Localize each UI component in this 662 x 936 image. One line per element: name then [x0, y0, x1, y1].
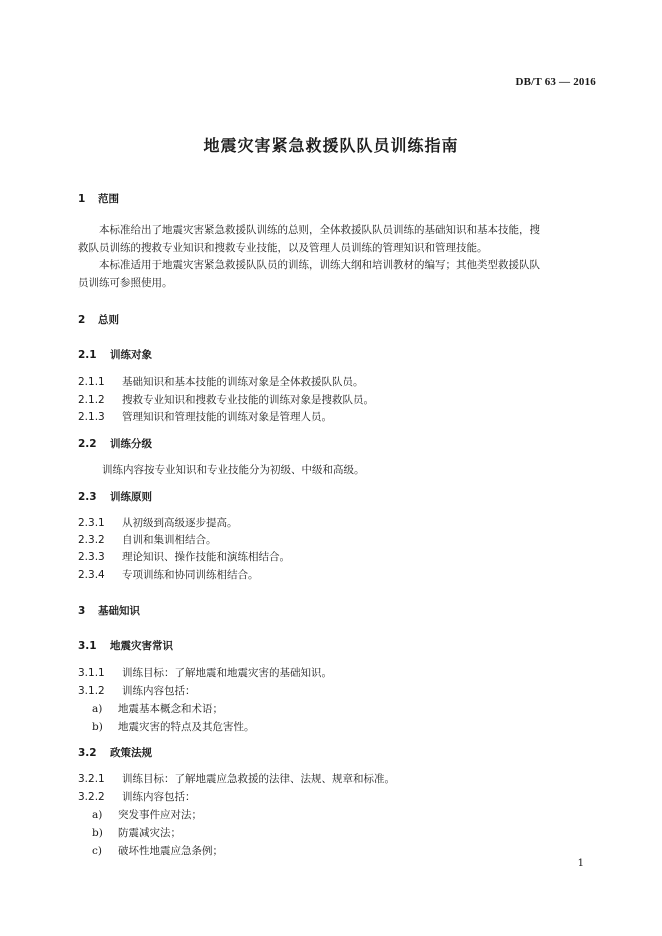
- list-label: b): [92, 827, 103, 839]
- paragraph-line: 本标准给出了地震灾害紧急救援队训练的总则，全体救援队队员训练的基础知识和基本技能，搜: [99, 224, 540, 236]
- section-1-paragraph-2: [78, 257, 596, 292]
- clause-text: 基础知识和基本技能的训练对象是全体救援队队员。: [122, 376, 364, 388]
- list-item-a: [92, 701, 223, 716]
- clause-text: 搜救专业知识和搜救专业技能的训练对象是搜救队员。: [122, 394, 374, 406]
- clause-text: 理论知识、操作技能和演练相结合。: [122, 551, 290, 563]
- clause-number: 2.1.2: [78, 394, 105, 406]
- clause-2-1-2: [78, 392, 374, 407]
- clause-number: 3.1.1: [78, 667, 105, 679]
- subsection-title: 训练分级: [110, 438, 152, 450]
- paragraph-line: 救队员训练的搜救专业知识和搜救专业技能，以及管理人员训练的管理知识和管理技能。: [78, 241, 488, 254]
- section-1-heading: [78, 191, 119, 206]
- subsection-2-1-heading: [78, 347, 152, 362]
- subsection-2-3-heading: [78, 489, 152, 504]
- list-text: 防震减灾法；: [118, 827, 181, 839]
- section-title: 总则: [98, 314, 119, 326]
- clause-3-2-2: [78, 789, 196, 804]
- clause-text: 专项训练和协同训练相结合。: [122, 569, 259, 581]
- page-number: 1: [577, 858, 584, 869]
- clause-number: 2.1.1: [78, 376, 105, 388]
- list-text: 破坏性地震应急条例；: [118, 845, 223, 857]
- clause-text: 训练目标：了解地震应急救援的法律、法规、规章和标准。: [122, 773, 395, 785]
- list-item-b: [92, 825, 181, 840]
- list-text: 地震灾害的特点及其危害性。: [118, 721, 255, 733]
- subsection-number: 2.3: [78, 491, 97, 503]
- clause-text: 从初级到高级逐步提高。: [122, 517, 238, 529]
- clause-number: 2.3.1: [78, 517, 105, 529]
- list-item-c: [92, 843, 223, 858]
- section-number: 3: [78, 605, 86, 617]
- clause-number: 3.2.1: [78, 773, 105, 785]
- section-2-heading: [78, 312, 119, 327]
- subsection-2-2-text: 训练内容按专业知识和专业技能分为初级、中级和高级。: [102, 464, 365, 476]
- clause-number: 2.1.3: [78, 411, 105, 423]
- list-text: 突发事件应对法；: [118, 809, 202, 821]
- subsection-number: 2.2: [78, 438, 97, 450]
- list-item-a: [92, 807, 202, 822]
- clause-2-3-2: [78, 532, 217, 547]
- section-number: 2: [78, 314, 86, 326]
- clause-number: 3.2.2: [78, 791, 105, 803]
- clause-number: 2.3.3: [78, 551, 105, 563]
- clause-3-2-1: [78, 771, 395, 786]
- subsection-3-2-heading: [78, 745, 152, 760]
- clause-3-1-2: [78, 683, 196, 698]
- clause-number: 2.3.2: [78, 534, 105, 546]
- paragraph-line: 员训练可参照使用。: [78, 276, 173, 289]
- clause-text: 自训和集训相结合。: [122, 534, 217, 546]
- subsection-title: 政策法规: [110, 747, 152, 759]
- clause-2-1-1: [78, 374, 364, 389]
- clause-text: 训练内容包括：: [122, 791, 196, 803]
- clause-2-3-4: [78, 567, 259, 582]
- list-item-b: [92, 719, 255, 734]
- list-label: a): [92, 703, 103, 715]
- clause-number: 3.1.2: [78, 685, 105, 697]
- list-label: b): [92, 721, 103, 733]
- clause-2-1-3: [78, 409, 332, 424]
- section-title: 范围: [98, 193, 119, 205]
- subsection-title: 训练对象: [110, 349, 152, 361]
- subsection-3-1-heading: [78, 638, 173, 653]
- subsection-number: 3.1: [78, 640, 97, 652]
- list-label: a): [92, 809, 103, 821]
- clause-2-3-3: [78, 549, 290, 564]
- subsection-number: 2.1: [78, 349, 97, 361]
- clause-2-3-1: [78, 515, 238, 530]
- list-text: 地震基本概念和术语；: [118, 703, 223, 715]
- section-number: 1: [78, 193, 86, 205]
- clause-number: 2.3.4: [78, 569, 105, 581]
- clause-3-1-1: [78, 665, 332, 680]
- subsection-title: 地震灾害常识: [110, 640, 173, 652]
- standard-code: DB/T 63 — 2016: [515, 76, 596, 88]
- clause-text: 训练内容包括：: [122, 685, 196, 697]
- clause-text: 管理知识和管理技能的训练对象是管理人员。: [122, 411, 332, 423]
- subsection-2-2-heading: [78, 436, 152, 451]
- subsection-number: 3.2: [78, 747, 97, 759]
- section-title: 基础知识: [98, 605, 140, 617]
- clause-text: 训练目标：了解地震和地震灾害的基础知识。: [122, 667, 332, 679]
- list-label: c): [92, 845, 102, 857]
- document-title: 地震灾害紧急救援队队员训练指南: [203, 136, 459, 155]
- subsection-title: 训练原则: [110, 491, 152, 503]
- paragraph-line: 本标准适用于地震灾害紧急救援队队员的训练，训练大纲和培训教材的编写；其他类型救援队队: [99, 259, 540, 271]
- section-3-heading: [78, 603, 140, 618]
- section-1-paragraph-1: [78, 222, 596, 257]
